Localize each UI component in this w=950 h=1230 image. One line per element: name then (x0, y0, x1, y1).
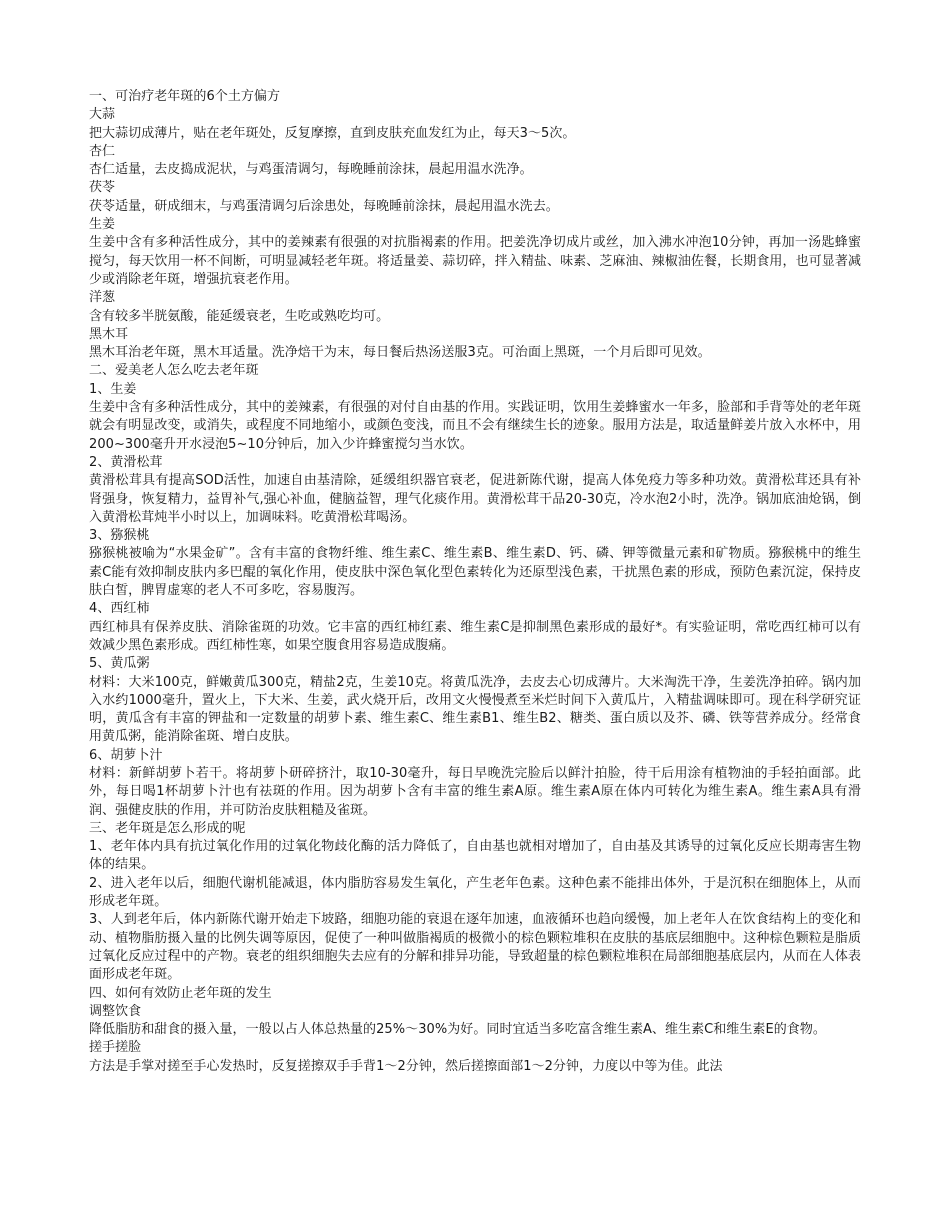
item-title: 4、西红柿 (89, 601, 150, 617)
paragraph: 降低脂肪和甜食的摄入量，一般以占人体总热量的25%～30%为好。同时宜适当多吃富含维生素A、维生素C和维生素E的食物。 (89, 1022, 826, 1038)
item-title: 1、生姜 (89, 381, 137, 397)
item-title: 2、黄滑松茸 (89, 454, 163, 470)
paragraph: 含有较多半胱氨酸，能延缓衰老，生吃或熟吃均可。 (89, 308, 390, 324)
item-title: 搓手搓脸 (89, 1040, 142, 1056)
paragraph: 材料：新鲜胡萝卜若干。将胡萝卜研碎挤汁，取10-30毫升，每日早晚洗完脸后以鲜汁拍脸，待干后用涂有植物油的手轻拍面部。此外，每日喝1杯胡萝卜汁也有祛斑的作用。因为胡萝卜含有丰富的维生素A原。维生素A原在体内可转化为维生素A。维生素A具有滑润、强健皮肤的作用，并可防治皮肤粗糙及雀斑。 (89, 765, 861, 818)
paragraph: 1、老年体内具有抗过氧化作用的过氧化物歧化酶的活力降低了，自由基也就相对增加了，自由基及其诱导的过氧化反应长期毒害生物体的结果。 (89, 839, 861, 873)
paragraph: 把大蒜切成薄片，贴在老年斑处，反复摩擦，直到皮肤充血发红为止，每天3～5次。 (89, 125, 576, 141)
item-title: 5、黄瓜粥 (89, 656, 150, 672)
document-page (89, 88, 861, 1076)
section-heading-4: 四、如何有效防止老年斑的发生 (89, 985, 272, 1001)
item-title-garlic: 大蒜 (89, 107, 116, 123)
paragraph: 杏仁适量，去皮捣成泥状，与鸡蛋清调匀，每晚睡前涂抹，晨起用温水洗净。 (89, 162, 533, 178)
paragraph: 方法是手掌对搓至手心发热时，反复搓擦双手手背1～2分钟，然后搓擦面部1～2分钟，力度以中等为佳。此法 (89, 1058, 723, 1074)
item-title: 6、胡萝卜汁 (89, 747, 163, 763)
item-title: 调整饮食 (89, 1003, 142, 1019)
paragraph: 2、进入老年以后，细胞代谢机能减退，体内脂肪容易发生氧化，产生老年色素。这种色素不能排出体外，于是沉积在细胞体上，从而形成老年斑。 (89, 875, 861, 910)
paragraph: 猕猴桃被喻为“水果金矿”。含有丰富的食物纤维、维生素C、维生素B、维生素D、钙、磷、钾等微量元素和矿物质。猕猴桃中的维生素C能有效抑制皮肤内多巴醌的氧化作用，使皮肤中深色氧化型色素转化为还原型浅色素，干扰黑色素的形成，预防色素沉淀，保持皮肤白皙，脾胃虚寒的老人不可多吃，容易腹泻。 (89, 546, 861, 599)
item-title-almond: 杏仁 (89, 143, 116, 159)
paragraph: 茯苓适量，研成细末，与鸡蛋清调匀后涂患处，每晚睡前涂抹，晨起用温水洗去。 (89, 198, 559, 214)
item-title-onion: 洋葱 (89, 290, 116, 306)
paragraph: 黄滑松茸具有提高SOD活性，加速自由基清除，延缓组织器官衰老，促进新陈代谢，提高人体免疫力等多种功效。黄滑松茸还具有补肾强身，恢复精力，益胃补气,强心补血，健脑益智，理气化痰作用。黄滑松茸干品20-30克，冷水泡2小时，洗净。锅加底油炝锅，倒入黄滑松茸炖半小时以上，加调味料。吃黄滑松茸喝汤。 (89, 473, 861, 525)
paragraph: 生姜中含有多种活性成分，其中的姜辣素有很强的对抗脂褐素的作用。把姜洗净切成片或丝，加入沸水冲泡10分钟，再加一汤匙蜂蜜搅匀，每天饮用一杯不间断，可明显减轻老年斑。将适量姜、蒜切碎，拌入精盐、味素、芝麻油、辣椒油佐餐，长期食用，也可显著减少或消除老年斑，增强抗衰老作用。 (89, 235, 861, 287)
paragraph: 材料：大米100克，鲜嫩黄瓜300克，精盐2克，生姜10克。将黄瓜洗净，去皮去心切成薄片。大米淘洗干净，生姜洗净拍碎。锅内加入水约1000毫升，置火上，下大米、生姜，武火烧开后，改用文火慢慢煮至米烂时间下入黄瓜片，入精盐调味即可。现在科学研究证明，黄瓜含有丰富的钾盐和一定数量的胡萝卜素、维生素C、维生素B1、维生B2、糖类、蛋白质以及芥、磷、铁等营养成分。经常食用黄瓜粥，能消除雀斑、增白皮肤。 (89, 674, 861, 745)
paragraph: 黑木耳治老年斑，黑木耳适量。洗净焙干为末，每日餐后热汤送服3克。可治面上黑斑，一个月后即可见效。 (89, 345, 711, 361)
section-heading-1: 一、可治疗老年斑的6个土方偏方 (89, 89, 281, 104)
item-title: 3、猕猴桃 (89, 528, 150, 544)
section-heading-3: 三、老年斑是怎么形成的呢 (89, 820, 246, 836)
paragraph: 西红柿具有保养皮肤、消除雀斑的功效。它丰富的西红柿红素、维生素C是抑制黑色素形成的最好*。有实验证明，常吃西红柿可以有效减少黑色素形成。西红柿性寒，如果空腹食用容易造成腹痛。 (89, 619, 861, 653)
item-title-ginger: 生姜 (89, 217, 116, 233)
section-heading-2: 二、爱美老人怎么吃去老年斑 (89, 363, 259, 379)
item-title-black-fungus: 黑木耳 (89, 326, 129, 342)
item-title-poria: 茯苓 (89, 180, 116, 196)
paragraph: 生姜中含有多种活性成分，其中的姜辣素，有很强的对付自由基的作用。实践证明，饮用生姜蜂蜜水一年多，脸部和手背等处的老年斑就会有明显改变，或消失，或程度不同地缩小，或颜色变浅，而且不会有继续生长的迹象。服用方法是，取适量鲜姜片放入水杯中，用200~300毫升开水浸泡5~10分钟后，加入少许蜂蜜搅匀当水饮。 (89, 400, 861, 452)
paragraph: 3、人到老年后，体内新陈代谢开始走下坡路，细胞功能的衰退在逐年加速，血液循环也趋向缓慢，加上老年人在饮食结构上的变化和动、植物脂肪摄入量的比例失调等原因，促使了一种叫做脂褐质的极微小的棕色颗粒堆积在皮肤的基底层细胞中。这种棕色颗粒是脂质过氧化反应过程中的产物。衰老的组织细胞失去应有的分解和排异功能，导致超量的棕色颗粒堆积在局部细胞基底层内，从而在人体表面形成老年斑。 (89, 912, 861, 983)
